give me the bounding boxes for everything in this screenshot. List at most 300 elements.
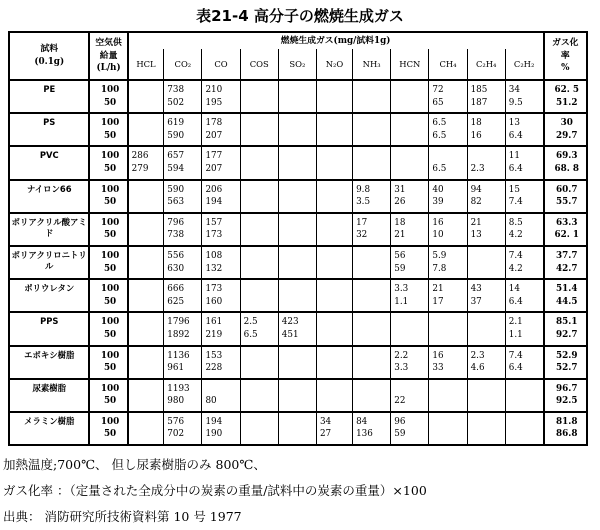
gas-value-cell	[391, 312, 429, 345]
gas-value: 108	[205, 250, 223, 261]
gas-value-cell	[505, 346, 543, 379]
gas-value	[356, 383, 390, 396]
gas-value: 590	[167, 184, 185, 195]
gas-value	[244, 263, 278, 276]
gas-value: 228	[205, 363, 223, 374]
gas-value	[356, 130, 390, 143]
gas-value: 702	[167, 429, 185, 440]
gas-value	[132, 250, 164, 263]
gas-value: 153	[205, 350, 223, 361]
gas-value: 1.1	[394, 296, 409, 307]
air-supply-value: 100	[100, 416, 120, 427]
gas-value-cell	[391, 213, 429, 246]
gas-value: 31	[394, 184, 406, 195]
gas-value	[282, 97, 316, 110]
gas-value	[320, 350, 352, 363]
gas-value	[394, 163, 428, 176]
gas-group-header: 燃焼生成ガス(mg/試料1g)	[128, 32, 544, 49]
gas-value-cell	[429, 312, 467, 345]
gas-value	[320, 217, 352, 230]
gas-value-cell	[391, 412, 429, 445]
ratio-header-label2: 率	[560, 50, 570, 61]
gas-value-cell	[353, 279, 391, 312]
air-supply-cell	[89, 213, 127, 246]
gas-value: 1.1	[508, 329, 523, 340]
gas-value: 3.3	[394, 284, 409, 295]
gas-value	[320, 150, 352, 163]
gas-value	[244, 117, 278, 130]
gas-value-cell	[278, 246, 316, 279]
gas-value	[282, 250, 316, 263]
sample-name: PS	[9, 113, 89, 146]
table-row	[9, 312, 587, 345]
gas-value: 3.3	[394, 363, 409, 374]
air-supply-value: 50	[103, 130, 117, 141]
gas-value: 210	[205, 85, 223, 95]
gas-value: 65	[432, 97, 444, 108]
gas-value-cell	[240, 312, 278, 345]
air-supply-value: 50	[103, 329, 117, 340]
gasification-ratio-value: 96.7	[556, 383, 578, 394]
gas-value-cell	[467, 146, 505, 179]
gas-value-cell	[505, 279, 543, 312]
gas-value	[282, 416, 316, 429]
gas-value: 43	[470, 284, 482, 295]
gas-value: 630	[167, 263, 185, 274]
gas-value-cell	[316, 146, 352, 179]
gas-value-cell	[353, 346, 391, 379]
gas-value-cell	[505, 180, 543, 213]
gas-value-cell	[353, 312, 391, 345]
gas-value	[132, 383, 164, 396]
air-header	[89, 32, 127, 80]
air-supply-cell	[89, 113, 127, 146]
gas-value	[394, 97, 428, 110]
gasification-ratio-value: 62. 5	[554, 85, 580, 95]
gas-value	[471, 329, 505, 342]
gas-value-cell	[240, 379, 278, 412]
gas-value-cell	[128, 246, 164, 279]
gas-value-cell	[202, 346, 240, 379]
gas-value-cell	[429, 180, 467, 213]
gas-value	[320, 196, 352, 209]
gas-value	[132, 263, 164, 276]
gas-value: 56	[394, 250, 406, 261]
gas-value: 10	[432, 230, 444, 241]
gas-value-cell	[467, 279, 505, 312]
gas-column-header: SO₂	[278, 49, 316, 80]
gas-value-cell	[202, 279, 240, 312]
gas-value: 738	[167, 85, 185, 95]
gas-value: 72	[432, 85, 444, 95]
gas-value-cell	[467, 412, 505, 445]
gas-value	[244, 395, 278, 408]
gasification-ratio-value: 52.9	[556, 350, 578, 361]
gas-value: 8.5	[508, 217, 523, 228]
gas-value	[282, 117, 316, 130]
gasification-ratio-value: 55.7	[556, 197, 578, 208]
gas-value	[471, 263, 505, 276]
air-supply-cell	[89, 379, 127, 412]
gas-value: 34	[319, 416, 332, 427]
sample-header	[9, 32, 89, 80]
gas-value-cell	[164, 412, 202, 445]
gas-value: 173	[205, 284, 223, 295]
gas-value-cell	[391, 246, 429, 279]
gas-value-cell	[164, 346, 202, 379]
gas-value	[244, 97, 278, 110]
gas-value-cell	[391, 379, 429, 412]
air-supply-cell	[89, 180, 127, 213]
table-row	[9, 346, 587, 379]
gas-column-header: CO₂	[164, 49, 202, 80]
gas-value	[320, 316, 352, 329]
gas-value	[320, 84, 352, 97]
gasification-ratio-cell	[544, 146, 587, 179]
table-row	[9, 213, 587, 246]
gasification-ratio-cell	[544, 213, 587, 246]
gas-value-cell	[505, 146, 543, 179]
gas-value: 423	[281, 317, 299, 328]
gas-value	[471, 428, 505, 441]
gas-value: 5.9	[432, 250, 447, 261]
gas-value-cell	[391, 279, 429, 312]
gas-value: 451	[281, 329, 299, 340]
gas-value	[471, 395, 505, 408]
gas-value-cell	[202, 379, 240, 412]
gas-value	[132, 316, 164, 329]
gas-value: 34	[508, 85, 520, 95]
gas-value	[320, 97, 352, 110]
gas-value	[244, 229, 278, 242]
air-supply-value: 50	[103, 296, 117, 307]
gas-value-cell	[429, 80, 467, 113]
gas-value-cell	[202, 113, 240, 146]
gas-value	[509, 416, 543, 429]
gas-value	[509, 395, 543, 408]
gas-value	[132, 416, 164, 429]
gas-value: 2.1	[508, 317, 523, 328]
gas-value	[132, 395, 164, 408]
gas-value-cell	[316, 80, 352, 113]
gas-value	[282, 184, 316, 197]
gas-value	[356, 350, 390, 363]
gas-value	[356, 283, 390, 296]
gas-value	[244, 383, 278, 396]
gas-value	[356, 296, 390, 309]
gas-value-cell	[202, 180, 240, 213]
gas-value-cell	[164, 113, 202, 146]
air-supply-cell	[89, 279, 127, 312]
sample-name: 尿素樹脂	[9, 379, 89, 412]
gas-value: 18	[394, 217, 406, 228]
table-row	[9, 279, 587, 312]
gas-value	[320, 130, 352, 143]
gas-value-cell	[391, 80, 429, 113]
gas-value	[320, 296, 352, 309]
sample-name: PVC	[9, 146, 89, 179]
gas-value-cell	[202, 213, 240, 246]
gas-value: 177	[205, 151, 223, 162]
gas-value	[320, 250, 352, 263]
gas-value-cell	[467, 113, 505, 146]
gas-value: 13	[508, 118, 520, 129]
gas-value-cell	[278, 146, 316, 179]
gas-value	[394, 316, 428, 329]
gas-value	[132, 329, 164, 342]
gas-value	[471, 250, 505, 263]
gas-value: 738	[167, 230, 185, 241]
gas-value	[356, 163, 390, 176]
gasification-ratio-value: 86.8	[556, 429, 578, 440]
gas-value	[282, 428, 316, 441]
gas-value	[244, 130, 278, 143]
table-row	[9, 80, 587, 113]
gas-column-header: CH₄	[429, 49, 467, 80]
gas-value-cell	[353, 246, 391, 279]
gas-value-cell	[278, 180, 316, 213]
table-row	[9, 180, 587, 213]
gasification-ratio-value: 37.7	[556, 250, 578, 261]
gas-value-cell	[505, 80, 543, 113]
gas-value	[282, 296, 316, 309]
gas-value	[282, 283, 316, 296]
gas-value	[356, 263, 390, 276]
gasification-ratio-value: 30	[560, 118, 573, 129]
gasification-ratio-value: 62. 1	[554, 230, 580, 241]
gas-value	[432, 383, 466, 396]
gas-value-cell	[467, 80, 505, 113]
gasification-ratio-cell	[544, 180, 587, 213]
gas-value: 657	[167, 151, 185, 162]
gas-value-cell	[128, 146, 164, 179]
gas-value	[394, 130, 428, 143]
gas-value: 195	[205, 97, 223, 108]
gas-value	[132, 84, 164, 97]
gas-value: 796	[167, 217, 185, 228]
table-row	[9, 113, 587, 146]
gas-value	[432, 428, 466, 441]
air-header-label2: 給量	[99, 50, 118, 61]
gas-value-cell	[353, 379, 391, 412]
gas-value: 21	[432, 284, 444, 295]
gas-value	[471, 150, 505, 163]
gas-value	[356, 316, 390, 329]
gas-value: 6.5	[432, 163, 447, 174]
gas-value	[356, 150, 390, 163]
gas-value	[432, 416, 466, 429]
gasification-ratio-cell	[544, 379, 587, 412]
gas-value	[282, 362, 316, 375]
gas-value	[244, 250, 278, 263]
gas-value: 7.4	[508, 197, 523, 208]
gas-value-cell	[316, 213, 352, 246]
gasification-ratio-value: 63.3	[556, 217, 578, 228]
gas-value	[320, 383, 352, 396]
gas-value-cell	[278, 346, 316, 379]
gas-value-cell	[353, 80, 391, 113]
gas-value-cell	[278, 80, 316, 113]
gas-value: 7.8	[432, 263, 447, 274]
gasification-ratio-value: 85.1	[556, 317, 578, 328]
gas-value-cell	[391, 146, 429, 179]
gas-value: 2.3	[470, 350, 485, 361]
gas-value: 17	[356, 217, 368, 228]
gas-value	[205, 383, 239, 396]
gas-value-cell	[391, 346, 429, 379]
gas-table	[8, 31, 588, 446]
gas-value: 132	[205, 263, 223, 274]
gas-value-cell	[202, 80, 240, 113]
air-supply-value: 100	[100, 118, 120, 129]
gas-value	[244, 350, 278, 363]
gas-value	[132, 130, 164, 143]
gas-value-cell	[429, 346, 467, 379]
air-supply-value: 50	[103, 429, 117, 440]
gas-value: 136	[356, 429, 373, 440]
gas-value	[282, 395, 316, 408]
gas-value: 17	[432, 296, 444, 307]
gas-value: 6.4	[508, 163, 523, 174]
gas-column-header: COS	[240, 49, 278, 80]
gas-value	[394, 329, 428, 342]
gas-value-cell	[316, 346, 352, 379]
gas-value	[471, 416, 505, 429]
sample-name: エポキシ樹脂	[9, 346, 89, 379]
gas-value	[394, 117, 428, 130]
gas-value-cell	[240, 180, 278, 213]
gas-value-cell	[278, 213, 316, 246]
gas-value	[132, 196, 164, 209]
gasification-ratio-value: 44.5	[556, 296, 578, 307]
gas-value: 185	[470, 85, 488, 95]
gas-value: 190	[205, 429, 223, 440]
gas-column-header: NH₃	[353, 49, 391, 80]
gas-value: 207	[205, 163, 223, 174]
gas-value-cell	[316, 379, 352, 412]
gas-value: 18	[470, 118, 482, 129]
gas-value	[282, 229, 316, 242]
gas-value-cell	[429, 213, 467, 246]
table-row	[9, 146, 587, 179]
gas-value	[132, 117, 164, 130]
gas-value: 1136	[167, 350, 190, 361]
gas-value	[320, 117, 352, 130]
gas-value	[356, 97, 390, 110]
ratio-header-unit: %	[561, 63, 570, 74]
gas-value-cell	[278, 379, 316, 412]
gas-value	[320, 184, 352, 197]
gas-value-cell	[128, 279, 164, 312]
air-header-unit: (L/h)	[96, 63, 121, 74]
gas-column-header: N₂O	[316, 49, 352, 80]
gas-value: 26	[394, 197, 406, 208]
gas-value-cell	[202, 312, 240, 345]
gas-value	[356, 329, 390, 342]
gas-value	[282, 350, 316, 363]
gas-value: 7.4	[508, 350, 523, 361]
gas-value: 6.4	[508, 296, 523, 307]
gas-value: 80	[205, 396, 217, 407]
gas-value-cell	[278, 412, 316, 445]
gas-value-cell	[505, 312, 543, 345]
gas-value: 187	[470, 97, 488, 108]
gas-value-cell	[164, 312, 202, 345]
air-supply-cell	[89, 412, 127, 445]
gas-value	[132, 296, 164, 309]
gasification-ratio-cell	[544, 80, 587, 113]
gas-value-cell	[353, 412, 391, 445]
gas-column-header: HCL	[128, 49, 164, 80]
air-supply-value: 50	[103, 163, 117, 174]
gas-value-cell	[240, 246, 278, 279]
gas-value	[394, 383, 428, 396]
gasification-ratio-value: 69.3	[556, 151, 578, 162]
gas-value-cell	[240, 146, 278, 179]
gasification-ratio-value: 51.2	[556, 97, 578, 108]
gas-value: 84	[356, 416, 368, 427]
gas-value	[509, 428, 543, 441]
gas-value: 625	[167, 296, 185, 307]
gas-value: 94	[470, 184, 482, 195]
sample-header-label: 試料	[40, 44, 59, 55]
sample-header-unit: (0.1g)	[34, 57, 65, 67]
sample-name: ポリウレタン	[9, 279, 89, 312]
gasification-ratio-value: 92.7	[556, 329, 578, 340]
gas-value	[432, 316, 466, 329]
gas-value	[432, 329, 466, 342]
gas-value: 576	[167, 416, 185, 427]
gas-value	[244, 428, 278, 441]
sample-name: PE	[9, 80, 89, 113]
gas-value	[132, 350, 164, 363]
gasification-ratio-cell	[544, 113, 587, 146]
gas-value: 594	[167, 163, 185, 174]
gas-value: 96	[394, 416, 406, 427]
gas-value-cell	[429, 379, 467, 412]
gas-value	[244, 362, 278, 375]
gas-value	[244, 217, 278, 230]
gas-value	[282, 163, 316, 176]
gas-value: 563	[167, 197, 185, 208]
gas-value: 4.6	[470, 363, 485, 374]
air-supply-cell	[89, 346, 127, 379]
gas-value	[320, 362, 352, 375]
gas-value-cell	[164, 279, 202, 312]
gas-value	[244, 196, 278, 209]
gas-value-cell	[316, 279, 352, 312]
gas-value: 178	[205, 118, 223, 129]
gas-value-cell	[505, 412, 543, 445]
gas-value	[320, 329, 352, 342]
gas-value-cell	[240, 412, 278, 445]
gas-value-cell	[353, 113, 391, 146]
gas-column-header: C₂H₄	[467, 49, 505, 80]
gas-value-cell	[128, 412, 164, 445]
gas-value: 39	[432, 197, 444, 208]
gasification-ratio-cell	[544, 346, 587, 379]
air-supply-value: 50	[103, 230, 117, 241]
gas-value: 6.4	[508, 363, 523, 374]
gas-value	[320, 163, 352, 176]
gas-value-cell	[505, 246, 543, 279]
gasification-ratio-value: 81.8	[556, 416, 578, 427]
gasification-ratio-value: 29.7	[556, 130, 578, 141]
gas-value: 1193	[167, 383, 190, 394]
gas-value	[432, 150, 466, 163]
air-supply-value: 50	[103, 363, 117, 374]
gas-value-cell	[240, 213, 278, 246]
